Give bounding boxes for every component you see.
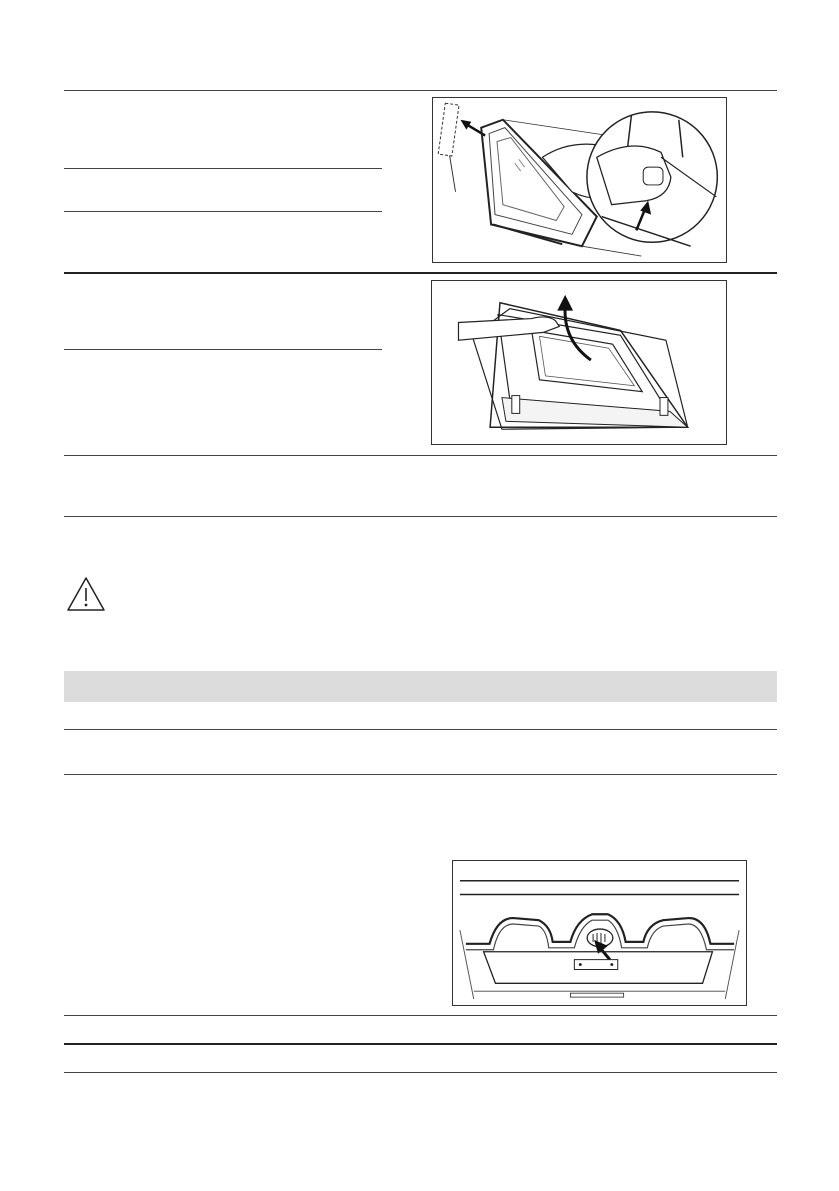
figure-door-glass-removal: [432, 97, 727, 263]
warning-triangle-icon: [66, 576, 106, 612]
figure-door-glass-lift: [431, 280, 727, 445]
door-glass-lift-illustration: [432, 281, 726, 444]
rule-table-a: [64, 729, 777, 730]
rule-table-b: [64, 774, 777, 775]
rule-step-1b: [64, 211, 382, 212]
rule-step-2a: [64, 349, 382, 350]
section-band: [64, 671, 777, 702]
rule-section-2-bottom: [64, 455, 777, 456]
rule-bottom-a: [64, 1015, 777, 1016]
oven-lamp-illustration: [453, 861, 746, 1005]
rule-top: [64, 90, 777, 91]
rule-bottom-b: [64, 1043, 777, 1045]
rule-bottom-c: [64, 1072, 777, 1073]
door-glass-removal-illustration: [433, 98, 726, 262]
rule-step-1a: [64, 168, 382, 169]
rule-section-3-bottom: [64, 516, 777, 517]
figure-oven-lamp: [452, 860, 747, 1006]
rule-section-1-bottom: [64, 272, 777, 274]
